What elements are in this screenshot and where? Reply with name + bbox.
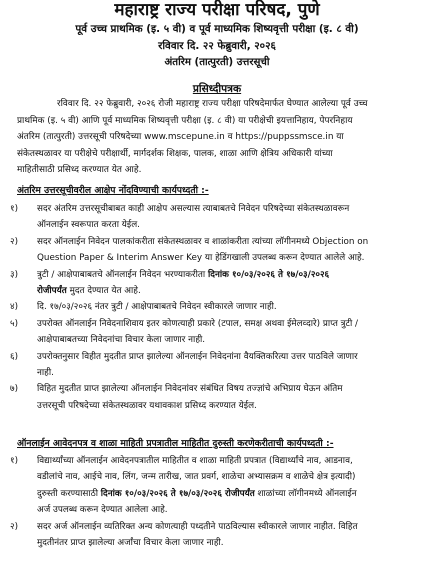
item-number: ७) bbox=[10, 384, 19, 395]
item-number: ५) bbox=[10, 318, 19, 329]
list-item bbox=[10, 381, 424, 414]
intro-line: माहितीसाठी प्रसिध्द करण्यात येत आहे. bbox=[17, 165, 142, 176]
list-item bbox=[10, 519, 424, 552]
item-text bbox=[37, 349, 424, 382]
council-title: महाराष्ट्र राज्य परीक्षा परिषद, पुणे bbox=[114, 0, 320, 20]
intro-line: अंतरिम (तात्पुरती) उत्तरसूची परिषदेच्या www.mscepune.in व https://puppssmsce.in या bbox=[17, 132, 344, 143]
item-text-bold: दिनांक १०/०३/२०२६ ते १७/०३/२०२६ bbox=[208, 269, 330, 280]
objection-procedure-heading: अंतरिम उत्तरसूचीवरील आक्षेप नोंदविण्याची कार्यपध्दती :- bbox=[17, 185, 209, 196]
item-text bbox=[37, 316, 424, 349]
item-text bbox=[37, 453, 424, 519]
item-line: नाही. bbox=[37, 368, 54, 379]
item-number: ४) bbox=[10, 302, 19, 313]
correction-procedure-heading: ऑनलाईन आवेदनपत्र व शाळा माहिती प्रपत्रातील माहितीत दुरुस्ती करणेकरीताची कार्यपध्दती :- bbox=[17, 438, 334, 449]
result-type: अंतरिम (तात्पुरती) उत्तरसूची bbox=[164, 57, 270, 68]
intro-paragraph bbox=[17, 96, 417, 179]
item-number: १) bbox=[10, 456, 19, 466]
item-line: विहित मुदतीत प्राप्त झालेल्या ऑनलाईन निवेदनांवर संबंधित विषय तज्ज्ञांचे अभिप्राय घेऊन अंतिम bbox=[37, 384, 343, 395]
list-item bbox=[10, 234, 424, 267]
item-text bbox=[37, 381, 424, 414]
item-text-plain: मुदत देण्यात येत आहे. bbox=[66, 286, 141, 297]
item-text-plain: शाळांच्या लॉगीनमध्ये ऑनलाईन bbox=[254, 488, 357, 499]
item-line: विद्यार्थ्यांच्या ऑनलाईन आवेदनपत्रातील माहितीत व शाळा माहिती प्रपत्रात (विद्यार्थ्यांचे नाव, आडनाव, bbox=[37, 456, 353, 466]
item-text-bold: रोजीपर्यंत bbox=[37, 286, 67, 297]
item-text-plain: दुरुस्ती करण्यासाठी bbox=[37, 488, 101, 499]
exam-name: पूर्व उच्च प्राथमिक (इ. ५ वी) व पूर्व माध्यमिक शिष्यवृत्ती परीक्षा (इ. ८ वी) bbox=[75, 23, 359, 35]
item-line: आक्षेपाबाबतच्या निवेदनांचा विचार केला जाणार नाही. bbox=[37, 335, 206, 346]
list-item bbox=[10, 349, 424, 382]
item-number: १) bbox=[10, 204, 19, 214]
press-note-heading: प्रसिध्दीपत्रक bbox=[192, 83, 242, 95]
exam-date: रविवार दि. २२ फेब्रुवारी, २०२६ bbox=[158, 40, 276, 52]
item-number: ३) bbox=[10, 269, 19, 280]
item-line: सदर अर्ज ऑनलाईन व्यतिरिक्त अन्य कोणत्याही पध्दतीने पाठविल्यास स्वीकारले जाणार नाहीत. विहित bbox=[37, 521, 358, 532]
item-line: उपरोक्तनुसार विहीत मुदतीत प्राप्त झालेल्या ऑनलाईन निवेदनांना वैयक्तिकरित्या उत्तर पाठविले जाणार bbox=[37, 351, 358, 362]
correction-procedure-list bbox=[10, 453, 424, 551]
item-text bbox=[37, 234, 424, 267]
list-item bbox=[10, 453, 424, 519]
item-text bbox=[37, 201, 424, 234]
item-line: उत्तरसूची परिषदेच्या संकेतस्थळावर यथावकाश प्रसिध्द करण्यात येईल. bbox=[37, 400, 257, 411]
item-line: सदर ऑनलाईन निवेदन पालकांकरीता संकेतस्थळावर व शाळांकरीता त्यांच्या लॉगीनमध्ये Objection on bbox=[37, 236, 369, 247]
item-line bbox=[37, 486, 424, 502]
press-note-heading-wrap bbox=[0, 77, 434, 96]
list-item bbox=[10, 267, 424, 300]
item-line: उपरोक्त ऑनलाईन निवेदनाशिवाय इतर कोणत्याही प्रकारे (टपाल, समक्ष अथवा ईमेलव्दारे) प्राप्त त्रुटी / bbox=[37, 318, 359, 329]
item-line: वडीलांचे नाव, आईचे नाव, लिंग, जन्म तारीख, जात प्रवर्ग, शाळेचा अभ्यासक्रम व शाळेचे क्षेत्र इत्यादी) bbox=[37, 472, 356, 483]
item-text bbox=[37, 267, 424, 300]
item-line: मुदतीनंतर प्राप्त झालेल्या अर्जांचा विचार केला जाणार नाही. bbox=[37, 538, 224, 549]
item-line: अर्ज उपलब्ध करून देण्यात आलेला आहे. bbox=[37, 505, 168, 516]
item-line bbox=[37, 283, 424, 299]
list-item bbox=[10, 201, 424, 234]
objection-procedure-list bbox=[10, 201, 424, 414]
item-line: सदर अंतरिम उत्तरसूचीबाबत काही आक्षेप असल्यास त्याबाबतचे निवेदन परिषदेच्या संकेतस्थळावरून bbox=[37, 204, 350, 214]
item-number: ६) bbox=[10, 351, 19, 362]
intro-line: संकेतस्थळावर या परीक्षेचे परीक्षार्थी, मार्गदर्शक शिक्षक, पालक, शाळा आणि क्षेत्रिय अधिकारी यांच्या bbox=[17, 148, 333, 159]
intro-line: रविवार दि. २२ फेब्रुवारी, २०२६ रोजी महाराष्ट्र राज्य परीक्षा परिषदेमार्फत घेण्यात आलेल्या पूर्व उच्च bbox=[57, 99, 368, 109]
item-text bbox=[37, 519, 424, 552]
item-text bbox=[37, 299, 424, 315]
list-item bbox=[10, 316, 424, 349]
item-line: ऑनलाईन स्वरूपात करता येईल. bbox=[37, 220, 140, 231]
item-text-plain: त्रुटी / आक्षेपाबाबतचे ऑनलाईन निवेदन भरण्याकरीता bbox=[37, 269, 209, 280]
item-text-bold: दिनांक १०/०३/२०२६ ते १७/०३/२०२६ रोजीपर्यंत bbox=[100, 488, 255, 499]
list-item bbox=[10, 299, 424, 315]
intro-line: प्राथमिक (इ. ५ वी) आणि पूर्व माध्यमिक शिष्यवृत्ती परीक्षा (इ. ८ वी) या परीक्षेची इयत्तानिहाय, पेपरनिहाय bbox=[17, 115, 353, 126]
item-number: २) bbox=[10, 521, 19, 532]
item-line: दि. १७/०३/२०२६ नंतर त्रुटी / आक्षेपाबाबतचे निवेदन स्वीकारले जाणार नाही. bbox=[37, 302, 277, 313]
item-number: २) bbox=[10, 236, 19, 247]
item-line bbox=[37, 267, 424, 283]
item-line: Question Paper & Interim Answer Key या हेडिंगखाली उपलब्ध करून देण्यात आलेले आहे. bbox=[37, 253, 365, 264]
